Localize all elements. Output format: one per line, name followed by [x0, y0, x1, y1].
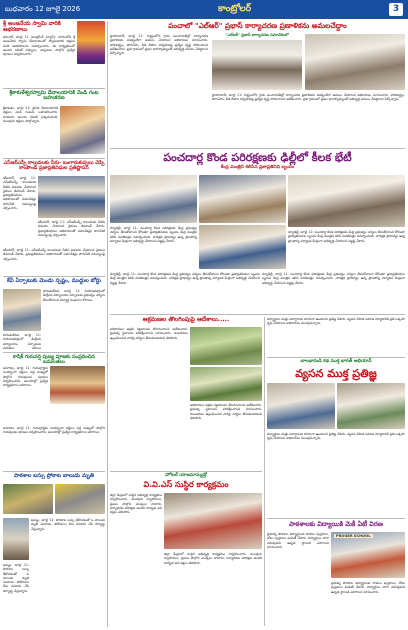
column-divider — [264, 317, 265, 626]
school-books-photo — [331, 532, 405, 578]
column-divider — [107, 21, 108, 627]
mid-b1-headline: ఆక్రమణల తొలగింపుపై ఆదేశాలు..... — [142, 316, 230, 323]
left-a6-headline: పాఠశాల బస్సు ప్రోకాట బాలుడు మృతి — [13, 473, 95, 479]
left-a1-headline: శ్రీ అంజనేయ స్వామి వారికి ఆభరణాలు — [3, 21, 61, 33]
divider — [110, 314, 405, 315]
left-a5-headline: కాషిక్ గురువర్షి పుణ్య పూజకు సంప్రదించిన బమలతలు — [12, 354, 96, 366]
mid-b1-text-cont: అధికారులు అక్రమ కట్టడాలను తొలగించాలని ఆదేశించారు. ప్రభుత్వ స్థలాలను పరిరక్షించాలని సూచించారు. నిబంధనలు ఉల్లంఘించిన వారిపై చర్యలు తీసుకుంటామని తెలిపారు. — [190, 403, 262, 420]
feature-text: న్యూఢిల్లీ, జూలై 11: పంచదార్ల కొండ పరిరక్షణకు కేంద్ర ప్రభుత్వం చర్యలు తీసుకోవాలని కోరుతూ ప్రజాప్రతినిధుల బృందం కేంద్ర మంత్రిని కలిసి వినతిపత్రం సమర్పించింది. చారిత్రక ప్రాధాన్యం ఉన్న ప్రాంతాన్ని పర్యాటక కేంద్రంగా అభివృద్ధి చేయాలని విజ్ఞప్తి చేశారు. — [110, 226, 197, 243]
left-a5-text: జనగామ, జూలై 11: గురుపూర్ణిమ సందర్భంగా భక్తులు పెద్ద సంఖ్యలో పాల్గొని గురువులకు పూజలు నిర్వహించారు. ఆలయాల్లో ప్రత్యేక కార్యక్రమాలు జరిగాయి. — [3, 366, 48, 388]
divider — [3, 276, 105, 277]
hotel-event-photo — [164, 493, 262, 549]
left-a6-text: ఖమ్మం, జూలై 11: పాఠశాల బస్సు ఢీకొనడంతో ఓ బాలుడు మృతి చెందాడు. పోలీసులు కేసు నమోదు చేసి దర్యాప్తు చేస్తున్నారు. — [31, 518, 105, 531]
mid-b2-headline-small: హోటల్ యాజమాన్యుడ్తో — [165, 473, 207, 478]
masthead-title: కాంట్రోలర్ — [218, 3, 252, 14]
right-c2-text-cont: ప్రభుత్వ పాఠశాల విద్యార్థులకు దాతలు పుస్తకాలు, నోటు పుస్తకాలు పంపిణీ చేశారు. విద్యార్థులు బాగా చదువుకుని ఉన్నత స్థాయికి ఎదగాలని సూచించారు. — [331, 581, 405, 594]
left-a3-text-cont: కరీంనగర్, జూలై 11: ఎస్ఆర్ఎస్పీ కాలువలకు నీటిని విడుదల చేయాలని రైతులు డిమాండ్ చేశారు. ప్రజాప్రతినిధులు అధికారులతో సమావేశమై సాగునీటి సమస్యలపై చర్చించారు. — [38, 220, 105, 237]
mid-b1-text: అధికారులు అక్రమ కట్టడాలను తొలగించాలని ఆదేశించారు. ప్రభుత్వ స్థలాలను పరిరక్షించాలని సూచించారు. నిబంధనలు ఉల్లంఘించిన వారిపై చర్యలు తీసుకుంటామని తెలిపారు. — [110, 327, 188, 340]
right-c1-headline: వ్యసన ముక్త ప్రతిజ్ఞ — [295, 367, 377, 380]
divider — [3, 158, 105, 159]
bus-accident-photo — [3, 484, 53, 514]
lead-officials-photo — [305, 34, 405, 90]
feature-photo-3 — [288, 175, 405, 227]
left-a4-text: హనుమకొండ, జూలై 11: నియోజకవర్గంలో కేంద్రీయ విద్యాలయం ఏర్పాటుకు ప్రభుత్వం చర్యలు తీసుకోవాలని విద్యార్థి సంఘాలు కోరాయి. — [43, 289, 105, 302]
feature-headline: పంచదార్ల కొండ పరిరక్షణకు ఢిల్లీలో కీలక భేటీ — [163, 151, 352, 164]
header-date: బుధవారం 12 జూలై 2026 — [5, 4, 81, 13]
school-bus-photo — [55, 484, 105, 514]
encroachment-photo-2 — [190, 367, 262, 401]
divider — [267, 518, 405, 519]
temple-bell-photo — [60, 106, 105, 154]
left-a3-text: కరీంనగర్, జూలై 11: ఎస్ఆర్ఎస్పీ కాలువలకు నీటిని విడుదల చేయాలని రైతులు డిమాండ్ చేశారు. ప్రజాప్రతినిధులు అధికారులతో సమావేశమై సాగునీటి సమస్యలపై చర్చించారు. — [3, 176, 36, 211]
encroachment-photo-1 — [190, 327, 262, 365]
divider — [3, 352, 105, 353]
divider — [110, 471, 262, 472]
left-a2-text: శ్రీకాకుళం, జూలై 11: స్థానిక దేవాలయానికి భక్తులు వెండి గంటను బహుకరించారు. దాతలను ఆలయ కమిటీ సత్కరించింది. పలువురు భక్తులు పాల్గొన్నారు. — [3, 106, 58, 123]
right-c2-headline: పాఠశాలకు విద్యాయికి మెకీ ఏటీ విరణ — [289, 520, 383, 528]
school-banner: PROGER SCHOOL — [336, 534, 371, 538]
feature-text-cont: న్యూఢిల్లీ, జూలై 11: పంచదార్ల కొండ పరిరక్షణకు కేంద్ర ప్రభుత్వం చర్యలు తీసుకోవాలని కోరుతూ ప్రజాప్రతినిధుల బృందం కేంద్ర మంత్రిని కలిసి వినతిపత్రం సమర్పించింది. చారిత్రక ప్రాధాన్యం ఉన్న ప్రాంతాన్ని పర్యాటక కేంద్రంగా అభివృద్ధి చేయాలని విజ్ఞప్తి చేశారు. — [288, 230, 405, 243]
victim-photo — [3, 518, 29, 560]
lead-subcaption: "ఎల్ఆర్" ప్రభాస్ కార్యాచరణ సమావేశంలో — [225, 32, 289, 37]
divider — [3, 88, 105, 89]
feature-text-end: న్యూఢిల్లీ, జూలై 11: పంచదార్ల కొండ పరిరక్షణకు కేంద్ర ప్రభుత్వం చర్యలు తీసుకోవాలని కోరుతూ ప్రజాప్రతినిధుల బృందం కేంద్ర మంత్రిని కలిసి వినతిపత్రం సమర్పించింది. చారిత్రక ప్రాధాన్యం ఉన్న ప్రాంతాన్ని పర్యాటక కేంద్రంగా అభివృద్ధి చేయాలని విజ్ఞప్తి చేశారు. — [262, 272, 405, 285]
left-a4-headline: కేవీ ఏర్పాటుకు మెండు స్పష్టం, ముద్దుల బోర్డు — [7, 278, 101, 284]
left-a5-text-more: జనగామ, జూలై 11: గురుపూర్ణిమ సందర్భంగా భక్తులు పెద్ద సంఖ్యలో పాల్గొని గురువులకు పూజలు నిర్వహించారు. ఆలయాల్లో ప్రత్యేక కార్యక్రమాలు జరిగాయి. — [3, 426, 105, 435]
mid-b2-headline: వి.వి.ఎస్ సుస్థిర కార్యక్రమం — [143, 480, 229, 489]
left-a3-headline: ఎస్ఆర్ఎస్పీ కాలువలకు నీరు- బంగారుకుప్పలు చెప్పి కాంపౌండ్ ప్రజాప్రతినిధుల ప్రతిష్టాపన — [3, 160, 105, 172]
deity-photo — [77, 21, 105, 64]
school-photo — [3, 289, 41, 331]
page-number: 3 — [389, 3, 403, 16]
divider — [110, 148, 405, 149]
page-header — [0, 0, 408, 19]
lead-meeting-photo — [212, 40, 302, 90]
mid-b2-text-cont: జిల్లా కేంద్రంలో సుస్థిర అభివృద్ధి కార్యక్రమం నిర్వహించారు. పలువురు వ్యాపారులు, ప్రజలు పాల్గొని మొక్కలు నాటారు. పర్యావరణ పరిరక్షణ అందరి బాధ్యత అని వక్తలు తెలిపారు. — [164, 552, 262, 565]
guru-puja-photo — [50, 366, 105, 404]
left-a2-headline: శ్రీకాకుళేశ్వరస్వామి దేవాలయానికి వెండి గంట బహుకరణ — [9, 90, 99, 102]
right-c1-kicker: బాలభానుడి కథ ముక్త భారత్ అభియాన్ — [300, 359, 372, 364]
lead-text-cont: హైదరాబాద్, జూలై 11: రాష్ట్రంలోని గ్రామ పంచాయతీల్లో కార్యాచరణ ప్రణాళికను పకడ్బందీగా అమలు చేయాలని అధికారులు సూచించారు. పారిశుద్ధ్యం, తాగునీరు, వీధి దీపాల నిర్వహణపై ప్రత్యేక దృష్టి సారించాలని ఆదేశించారు. ప్రతి గ్రామంలో ప్రజల భాగస్వామ్యంతో అభివృద్ధి పనులు చేపట్టాలని పేర్కొన్నారు. — [212, 93, 405, 102]
pledge-photo-1 — [267, 383, 335, 429]
left-a3-text-more: కరీంనగర్, జూలై 11: ఎస్ఆర్ఎస్పీ కాలువలకు నీటిని విడుదల చేయాలని రైతులు డిమాండ్ చేశారు. ప్రజాప్రతినిధులు అధికారులతో సమావేశమై సాగునీటి సమస్యలపై చర్చించారు. — [3, 248, 105, 261]
mid-b2-text: జిల్లా కేంద్రంలో సుస్థిర అభివృద్ధి కార్యక్రమం నిర్వహించారు. పలువురు వ్యాపారులు, ప్రజలు పాల్గొని మొక్కలు నాటారు. పర్యావరణ పరిరక్షణ అందరి బాధ్యత అని వక్తలు తెలిపారు. — [110, 493, 162, 515]
feature-byline: కేంద్ర మంత్రిని కలిసిన ప్రజాప్రతినిధి బృందం — [220, 165, 295, 170]
feature-photo-4 — [199, 225, 286, 269]
left-a1-text: వరంగల్, జూలై 11 (కాంట్రోలర్ న్యూస్): నగరంలోని శ్రీ అంజనేయ స్వామి దేవాలయంలో స్వామివారికి భక్తులు వెండి ఆభరణాలను సమర్పించారు. ఈ కార్యక్రమంలో ఆలయ కమిటీ సభ్యులు, అర్చకులు పాల్గొని ప్రత్యేక పూజలు నిర్వహించారు. — [3, 35, 75, 57]
right-text-top: విద్యార్థులు మత్తు పదార్థాలకు దూరంగా ఉండాలని ప్రతిజ్ఞ చేశారు. వ్యసన రహిత సమాజ నిర్మాణానికి ప్రతి ఒక్కరూ కృషి చేయాలని అధికారులు పిలుపునిచ్చారు. — [267, 317, 405, 326]
feature-text-more: న్యూఢిల్లీ, జూలై 11: పంచదార్ల కొండ పరిరక్షణకు కేంద్ర ప్రభుత్వం చర్యలు తీసుకోవాలని కోరుతూ ప్రజాప్రతినిధుల బృందం కేంద్ర మంత్రిని కలిసి వినతిపత్రం సమర్పించింది. చారిత్రక ప్రాధాన్యం ఉన్న ప్రాంతాన్ని పర్యాటక కేంద్రంగా అభివృద్ధి చేయాలని విజ్ఞప్తి చేశారు. — [110, 272, 260, 285]
lead-text: హైదరాబాద్, జూలై 11: రాష్ట్రంలోని గ్రామ పంచాయతీల్లో కార్యాచరణ ప్రణాళికను పకడ్బందీగా అమలు చేయాలని అధికారులు సూచించారు. పారిశుద్ధ్యం, తాగునీరు, వీధి దీపాల నిర్వహణపై ప్రత్యేక దృష్టి సారించాలని ఆదేశించారు. ప్రతి గ్రామంలో ప్రజల భాగస్వామ్యంతో అభివృద్ధి పనులు చేపట్టాలని పేర్కొన్నారు. — [110, 34, 208, 56]
right-c2-text: ప్రభుత్వ పాఠశాల విద్యార్థులకు దాతలు పుస్తకాలు, నోటు పుస్తకాలు పంపిణీ చేశారు. విద్యార్థులు బాగా చదువుకుని ఉన్నత స్థాయికి ఎదగాలని సూచించారు. — [267, 532, 329, 549]
meeting-photo — [38, 176, 105, 218]
divider — [267, 357, 405, 358]
divider — [3, 471, 105, 472]
left-a6-text-cont: ఖమ్మం, జూలై 11: పాఠశాల బస్సు ఢీకొనడంతో ఓ బాలుడు మృతి చెందాడు. పోలీసులు కేసు నమోదు చేసి దర్యాప్తు చేస్తున్నారు. — [3, 563, 29, 593]
right-c1-text: విద్యార్థులు మత్తు పదార్థాలకు దూరంగా ఉండాలని ప్రతిజ్ఞ చేశారు. వ్యసన రహిత సమాజ నిర్మాణానికి ప్రతి ఒక్కరూ కృషి చేయాలని అధికారులు పిలుపునిచ్చారు. — [267, 432, 405, 441]
feature-photo-1 — [110, 175, 197, 223]
lead-headline: పంచాలో "ఎల్ఆర్" ప్రభాస్ కార్యాచరణ ప్రణాళికను అమలచేద్దాం — [168, 21, 347, 30]
feature-photo-2 — [199, 175, 286, 223]
left-a4-text-cont: హనుమకొండ, జూలై 11: నియోజకవర్గంలో కేంద్రీయ విద్యాలయం ఏర్పాటుకు ప్రభుత్వం చర్యలు — [3, 333, 41, 349]
pledge-photo-2 — [337, 383, 405, 429]
